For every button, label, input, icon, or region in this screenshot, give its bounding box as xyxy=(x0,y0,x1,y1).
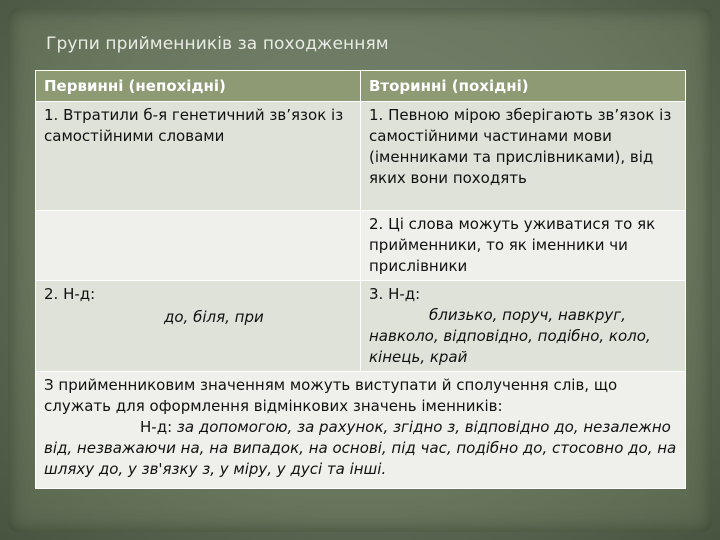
compound-description: З прийменниковим значенням можуть виступати й сполучення слів, що служать для оформлення відмінкових значень іменників: xyxy=(44,376,618,415)
table-row xyxy=(36,211,686,281)
primary-examples: до, біля, при xyxy=(164,308,264,326)
table-row xyxy=(36,102,686,211)
secondary-example-label: 3. Н-д: xyxy=(369,285,421,303)
header-primary: Первинні (непохідні) xyxy=(36,71,361,102)
slide-title: Групи прийменників за походженням xyxy=(46,34,389,54)
cell-compound-prepositions xyxy=(36,372,686,489)
cell-primary-2 xyxy=(36,211,361,281)
primary-example-label: 2. Н-д: xyxy=(44,285,96,303)
table-header-row xyxy=(36,71,686,102)
cell-secondary-3 xyxy=(361,281,686,372)
prepositions-table xyxy=(35,70,686,489)
compound-example-label: Н-д: xyxy=(140,418,173,436)
compound-examples: за допомогою, за рахунок, згідно з, відповідно до, незалежно від, незважаючи на, на випадок, на основі, під час, подібно до, стосовно до, на шляху до, у зв'язку з, у міру, у дусі та інші. xyxy=(44,418,677,478)
cell-primary-1: 1. Втратили б-я генетичний зв’язок із самостійними словами xyxy=(36,102,361,211)
table-row xyxy=(36,281,686,372)
header-secondary: Вторинні (похідні) xyxy=(361,71,686,102)
cell-primary-3 xyxy=(36,281,361,372)
secondary-examples: близько, поруч, навкруг, навколо, відповідно, подібно, коло, кінець, край xyxy=(369,306,651,366)
cell-secondary-2: 2. Ці слова можуть уживатися то як прийменники, то як іменники чи прислівники xyxy=(361,211,686,281)
table-row xyxy=(36,372,686,489)
cell-secondary-1: 1. Певною мірою зберігають зв’язок із самостійними частинами мови (іменниками та прислівниками), від яких вони походять xyxy=(361,102,686,211)
